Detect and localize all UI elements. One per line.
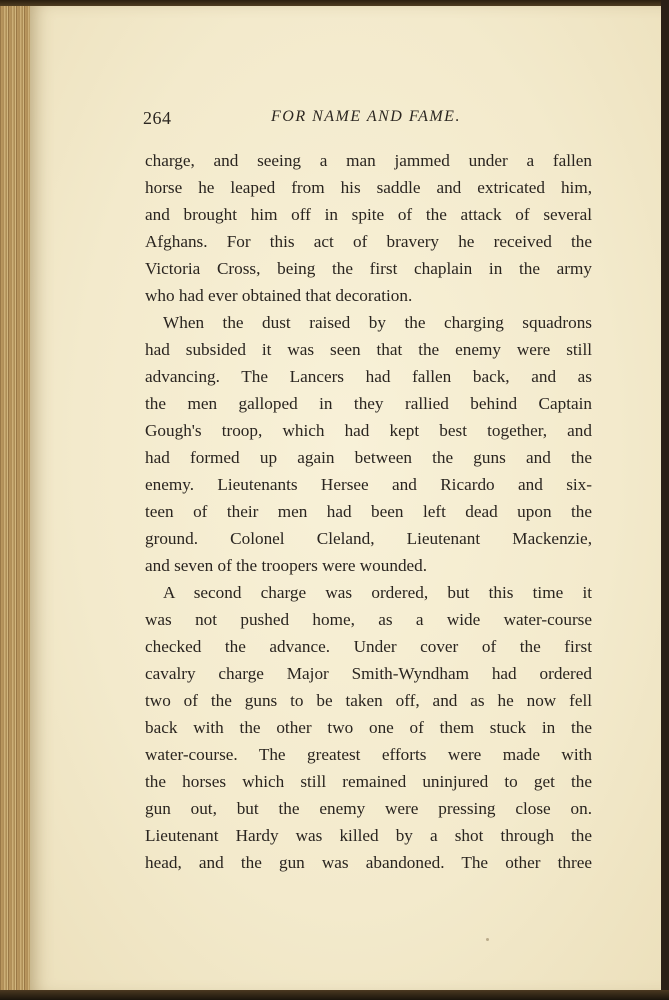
text-line: charge, and seeing a man jammed under a fallen <box>145 151 592 170</box>
body-text <box>145 147 592 876</box>
scan-bottom-border <box>0 990 669 1000</box>
running-title: FOR NAME AND FAME. <box>271 108 461 125</box>
text-line: teen of their men had been left dead upon the <box>145 502 592 521</box>
text-line: was not pushed home, as a wide water-course <box>145 610 592 629</box>
text-line: and seven of the troopers were wounded. <box>145 556 428 575</box>
text-line: checked the advance. Under cover of the first <box>145 637 592 656</box>
text-line: two of the guns to be taken off, and as he now fell <box>145 691 592 710</box>
text-line: who had ever obtained that decoration. <box>145 286 413 305</box>
text-line: Gough's troop, which had kept best together, and <box>145 421 592 440</box>
running-head <box>143 108 593 130</box>
text-line: advancing. The Lancers had fallen back, and as <box>145 367 592 386</box>
text-line: had formed up again between the guns and the <box>145 448 592 467</box>
text-line: had subsided it was seen that the enemy were still <box>145 340 592 359</box>
text-line: cavalry charge Major Smith-Wyndham had ordered <box>145 664 592 683</box>
text-line: ground. Colonel Cleland, Lieutenant Mackenzie, <box>145 529 592 548</box>
text-line: horse he leaped from his saddle and extricated him, <box>145 178 592 197</box>
text-line: Victoria Cross, being the first chaplain in the army <box>145 259 592 278</box>
page-number: 264 <box>143 108 172 128</box>
text-line: the horses which still remained uninjured to get the <box>145 772 592 791</box>
scan-right-border <box>661 0 669 1000</box>
text-line: When the dust raised by the charging squadrons <box>163 313 592 332</box>
paper-speck <box>486 938 489 941</box>
text-line: water-course. The greatest efforts were made with <box>145 745 592 764</box>
text-line: back with the other two one of them stuck in the <box>145 718 592 737</box>
text-line: gun out, but the enemy were pressing close on. <box>145 799 592 818</box>
text-line: Lieutenant Hardy was killed by a shot through the <box>145 826 592 845</box>
text-line: Afghans. For this act of bravery he received the <box>145 232 592 251</box>
text-line: head, and the gun was abandoned. The other three <box>145 853 592 872</box>
text-line: A second charge was ordered, but this time it <box>163 583 592 602</box>
text-line: the men galloped in they rallied behind Captain <box>145 394 592 413</box>
text-line: enemy. Lieutenants Hersee and Ricardo and six- <box>145 475 592 494</box>
text-line: and brought him off in spite of the attack of several <box>145 205 592 224</box>
